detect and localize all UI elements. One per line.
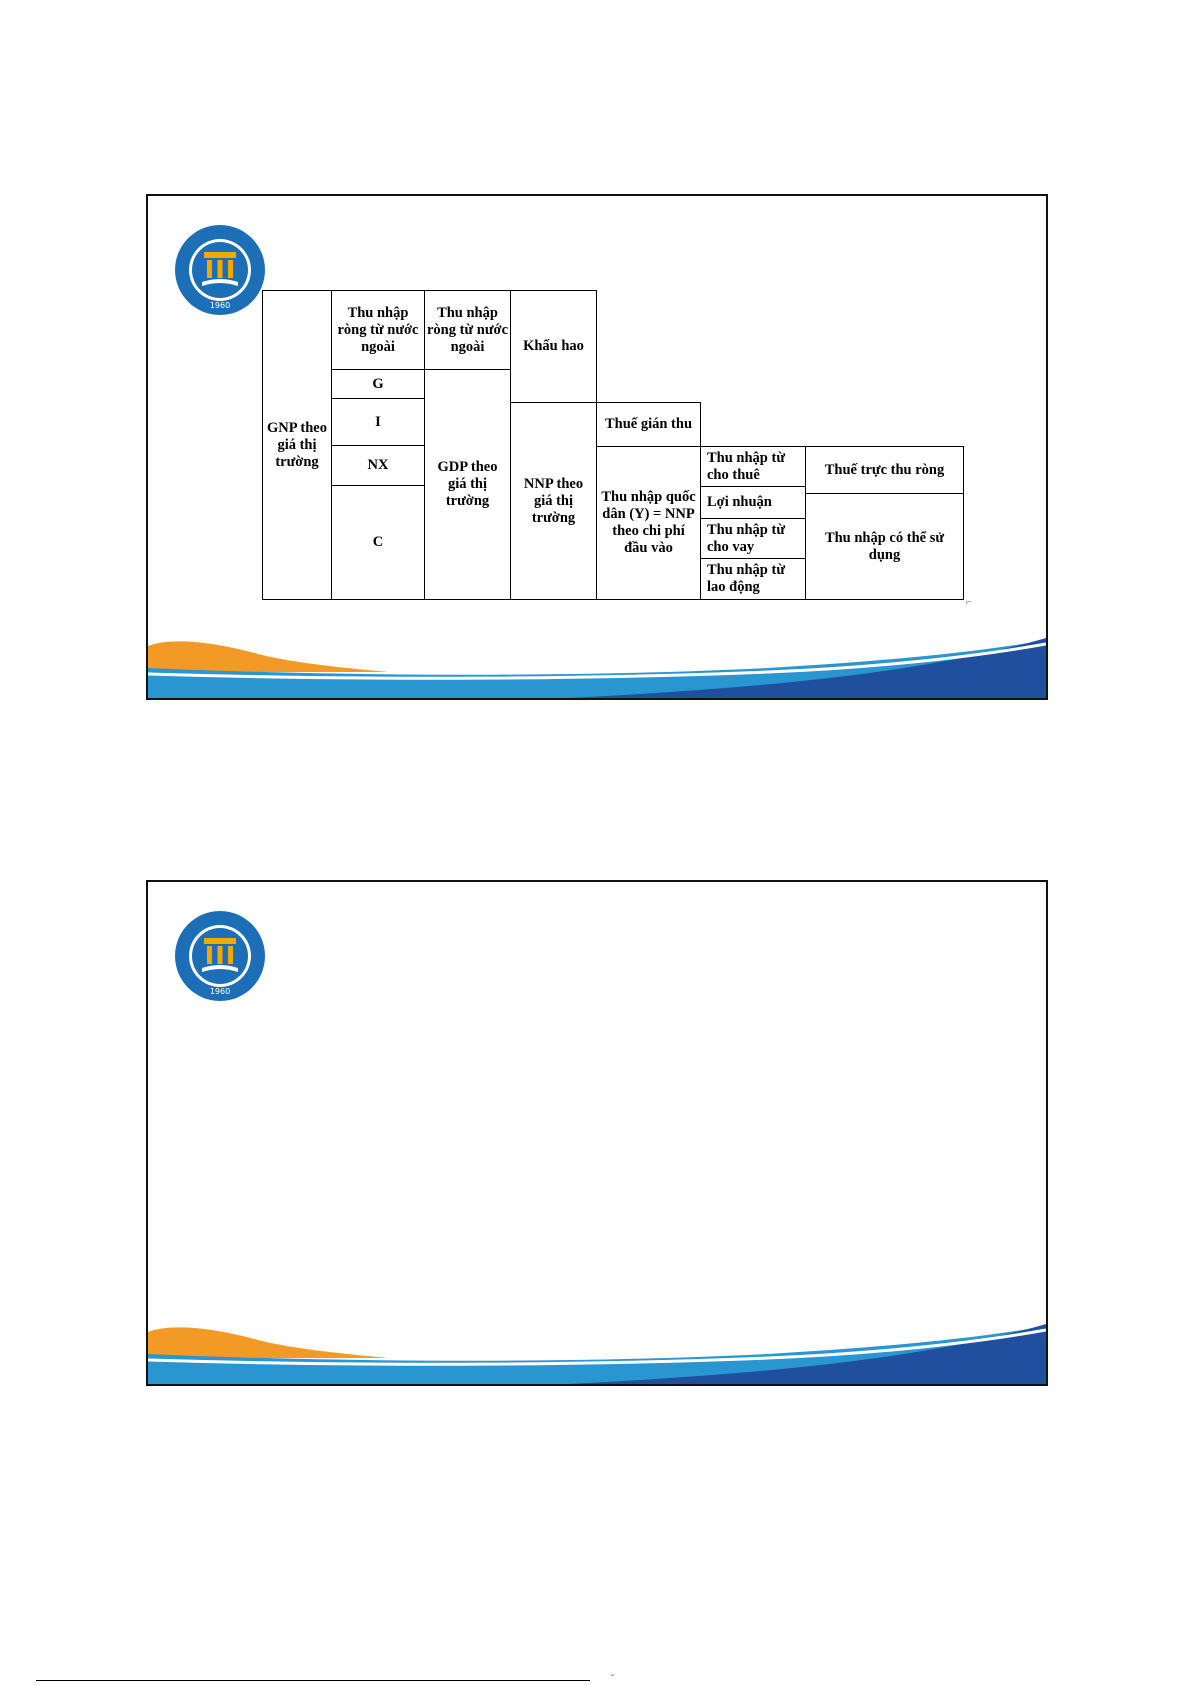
page-footer-mark: ˆ: [611, 1673, 614, 1683]
cell-nx: NX: [331, 445, 425, 486]
slide-1: [146, 194, 1048, 700]
logo-year: 1960: [209, 301, 231, 310]
gdp-table: [262, 290, 964, 600]
cell-labor-income: Thu nhập từ lao động: [700, 558, 806, 600]
cell-gnp: GNP theo giá thị trường: [262, 290, 332, 600]
cell-net-foreign-income-1: Thu nhập ròng từ nước ngoài: [331, 290, 425, 370]
cell-national-income: Thu nhập quốc dân (Y) = NNP theo chi phí đầu vào: [596, 446, 701, 600]
cell-direct-tax: Thuế trực thu ròng: [805, 446, 964, 494]
university-logo: [174, 910, 266, 1002]
cell-c: C: [331, 485, 425, 600]
cell-nnp: NNP theo giá thị trường: [510, 402, 597, 600]
cell-disposable-income: Thu nhập có thể sử dụng: [805, 493, 964, 600]
page-footer-line: [36, 1680, 590, 1681]
cell-indirect-tax: Thuế gián thu: [596, 402, 701, 447]
cell-g: G: [331, 369, 425, 399]
cell-profit: Lợi nhuận: [700, 486, 806, 519]
cell-interest-income: Thu nhập từ cho vay: [700, 518, 806, 559]
slide-2: [146, 880, 1048, 1386]
cell-gdp: GDP theo giá thị trường: [424, 369, 511, 600]
footer-wave: [148, 1314, 1046, 1384]
footer-wave: [148, 628, 1046, 698]
cell-depreciation: Khấu hao: [510, 290, 597, 403]
cell-i: I: [331, 398, 425, 446]
cell-net-foreign-income-2: Thu nhập ròng từ nước ngoài: [424, 290, 511, 370]
table-corner-mark: ⌐: [966, 597, 972, 608]
university-logo: [174, 224, 266, 316]
logo-year: 1960: [209, 987, 231, 996]
cell-rent-income: Thu nhập từ cho thuê: [700, 446, 806, 487]
